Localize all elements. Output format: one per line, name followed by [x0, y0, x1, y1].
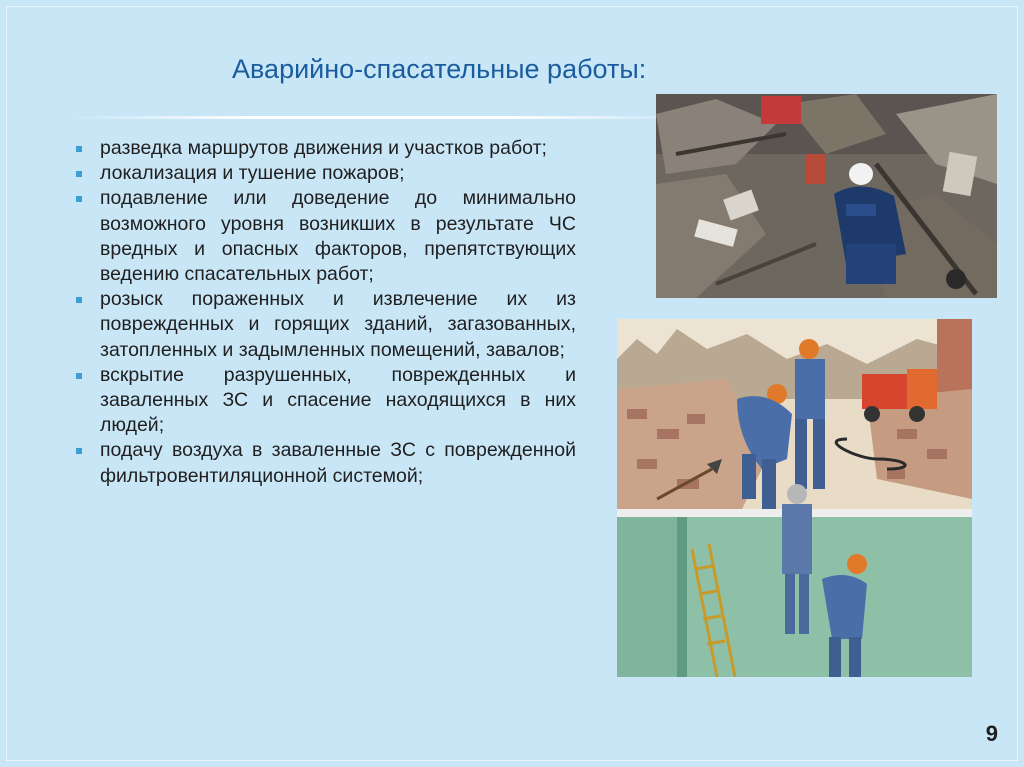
bullet-marker-icon	[76, 171, 82, 177]
bullet-marker-icon	[76, 297, 82, 303]
bullet-marker-icon	[76, 146, 82, 152]
bullet-text: вскрытие разрушенных, поврежденных и заваленных ЗС и спасение находящихся в них людей;	[100, 363, 576, 437]
bullet-text: розыск пораженных и извлечение их из поврежденных и горящих зданий, загазованных, затопленных и задымленных помещений, завалов;	[100, 288, 576, 361]
bullet-text: подачу воздуха в заваленные ЗС с поврежденной фильтровентиляционной системой;	[100, 439, 576, 487]
bullet-marker-icon	[76, 448, 82, 454]
bullet-marker-icon	[76, 373, 82, 379]
bullet-text: подавление или доведение до минимально возможного уровня возникших в результате ЧС вредных и опасных факторов, препятствующих ведению спасательных работ;	[100, 187, 576, 286]
bullet-item	[76, 287, 576, 363]
page-number: 9	[985, 721, 998, 746]
bullet-item	[76, 186, 576, 287]
bullet-list	[76, 136, 576, 489]
bullet-text: разведка маршрутов движения и участков работ;	[100, 137, 547, 159]
bullet-text: локализация и тушение пожаров;	[100, 162, 405, 185]
bullet-marker-icon	[76, 196, 82, 202]
rubble-rescue-photo	[656, 94, 997, 298]
bullet-item	[76, 136, 576, 161]
bullet-item	[76, 438, 576, 488]
bullet-item	[76, 161, 576, 186]
title-divider	[70, 116, 690, 119]
rescue-poster-illustration	[617, 319, 972, 677]
slide-title: Аварийно-спасательные работы:	[232, 54, 647, 84]
bullet-item	[76, 363, 576, 439]
